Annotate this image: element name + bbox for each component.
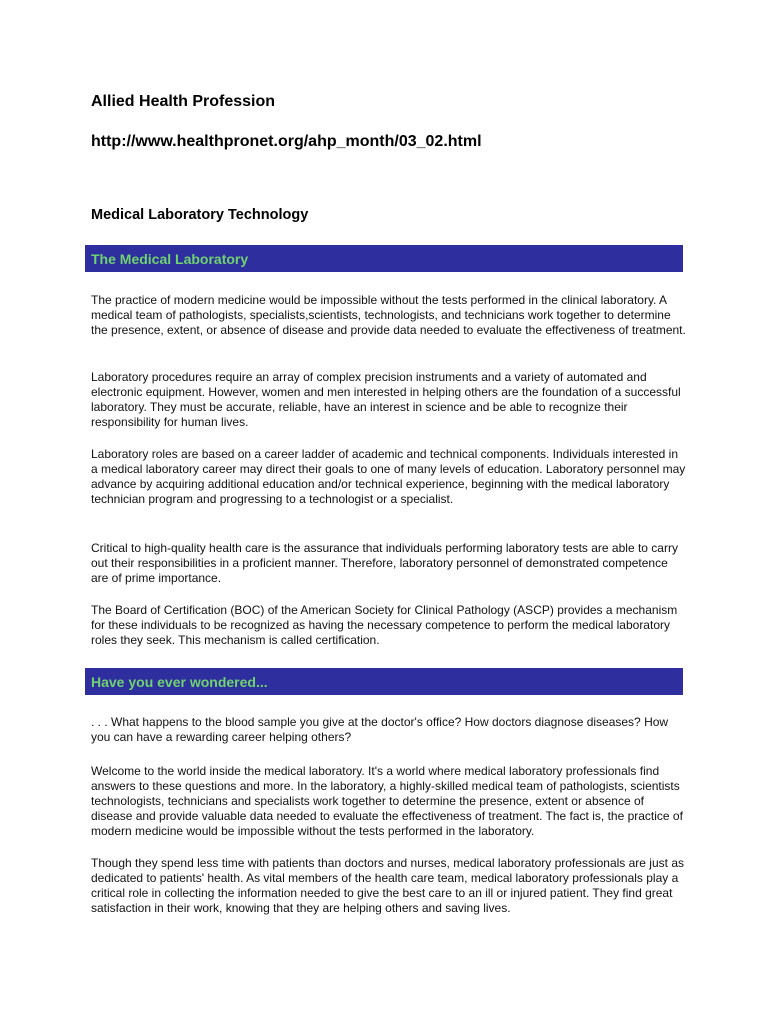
section-heading-text: The Medical Laboratory <box>91 250 249 267</box>
paragraph: The Board of Certification (BOC) of the American Society for Clinical Pathology (ASCP) provides a mechanism for these individuals to be recognized as having the necessary competence to perform the medical laboratory roles they seek. This mechanism is called certification. <box>91 603 678 647</box>
paragraph: Laboratory roles are based on a career ladder of academic and technical components. Individuals interested in a medical laboratory career may direct their goals to one of many levels of education. Laboratory personnel may advance by acquiring additional education and/or technical experience, beginning with the medical laboratory technician program and progressing to a technologist or a specialist. <box>91 447 686 506</box>
paragraph: Laboratory procedures require an array of complex precision instruments and a variety of automated and electronic equipment. However, women and men interested in helping others are the foundation of a successful laboratory. They must be accurate, reliable, have an interest in science and be able to recognize their responsibility for human lives. <box>91 370 681 429</box>
section-heading-have-you-ever-wondered <box>85 668 683 695</box>
paragraph: Welcome to the world inside the medical laboratory. It's a world where medical laboratory professionals find answers to these questions and more. In the laboratory, a highly-skilled medical team of pathologists, scientists technologists, technicians and specialists work together to determine the presence, extent or absence of disease and provide valuable data needed to evaluate the effectiveness of treatment. The fact is, the practice of modern medicine would be impossible without the tests performed in the laboratory. <box>91 764 683 838</box>
document-title: Allied Health Profession <box>91 93 276 110</box>
source-url: http://www.healthpronet.org/ahp_month/03_02.html <box>91 133 482 150</box>
paragraph: . . . What happens to the blood sample you give at the doctor's office? How doctors diagnose diseases? How you can have a rewarding career helping others? <box>91 715 669 744</box>
section-heading-medical-laboratory <box>85 245 683 272</box>
document-subtitle: Medical Laboratory Technology <box>91 207 309 223</box>
paragraph: Critical to high-quality health care is the assurance that individuals performing laboratory tests are able to carry out their responsibilities in a proficient manner. Therefore, laboratory personnel of demonstrated competence are of prime importance. <box>91 541 678 585</box>
paragraph: The practice of modern medicine would be impossible without the tests performed in the clinical laboratory. A medical team of pathologists, specialists,scientists, technologists, and technicians work together to determine the presence, extent, or absence of disease and provide data needed to evaluate the effectiveness of treatment. <box>91 293 686 337</box>
section-heading-text: Have you ever wondered... <box>91 673 268 690</box>
paragraph: Though they spend less time with patients than doctors and nurses, medical laboratory professionals are just as dedicated to patients' health. As vital members of the health care team, medical laboratory professionals play a critical role in collecting the information needed to give the best care to an ill or injured patient. They find great satisfaction in their work, knowing that they are helping others and saving lives. <box>91 856 684 915</box>
